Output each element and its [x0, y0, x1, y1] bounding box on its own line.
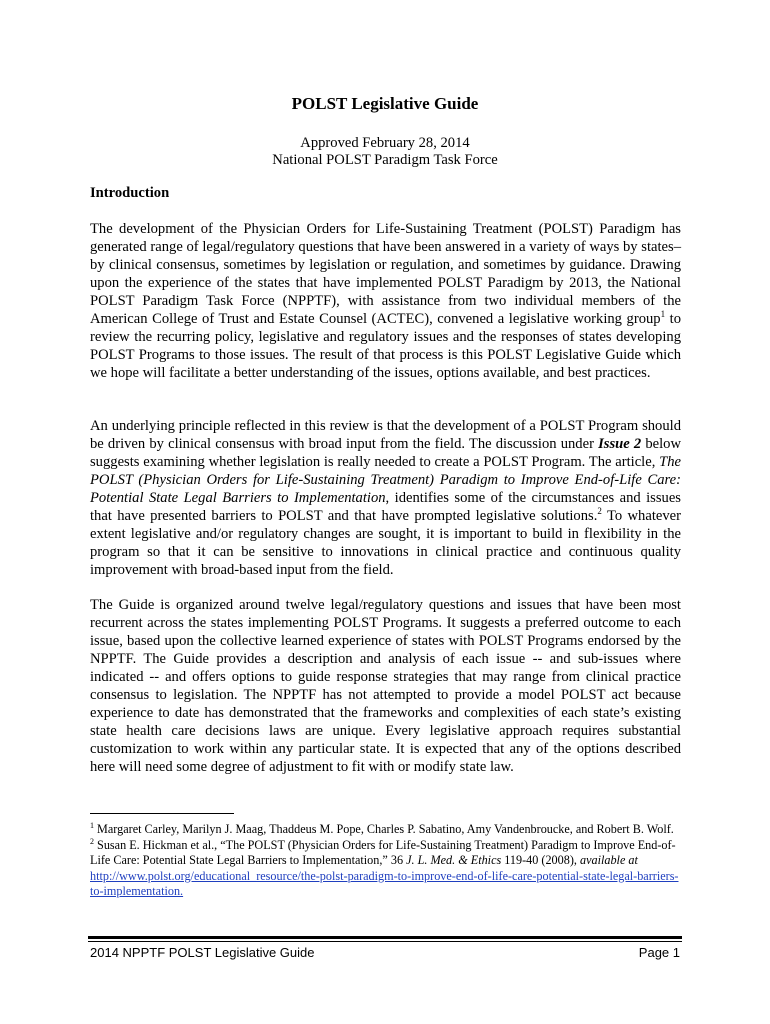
approval-date: Approved February 28, 2014 [300, 135, 470, 151]
p1-text-b: to review the recurring policy, legislative and regulatory issues and the responses of states developing POLST Programs to those issues. The result of that process is this POLST Legislative Guide which we hope will facilitate a better understanding of the issues, options available, and best practices. [90, 311, 681, 381]
article-link[interactable]: http://www.polst.org/educational_resource/the-polst-paradigm-to-improve-end-of-life-care-potential-state-legal-barriers-to-implementation. [90, 868, 679, 898]
footnote-2-text-a: Susan E. Hickman et al., “The POLST (Physician Orders for Life-Sustaining Treatment) Paradigm to Improve End-of-Life Care: Potential State Legal Barriers to Implementation,” 36 [90, 837, 676, 867]
issue-reference: Issue 2 [598, 436, 642, 452]
intro-paragraph-2 [90, 417, 681, 579]
footnote-separator [90, 813, 234, 814]
footnote-1-marker: 1 [90, 821, 94, 830]
intro-paragraph-1 [90, 220, 681, 382]
footnote-2-text-b: 119-40 (2008), [501, 853, 580, 867]
footnote-1 [90, 822, 686, 838]
organization-name: National POLST Paradigm Task Force [272, 152, 498, 168]
intro-paragraph-3: The Guide is organized around twelve legal/regulatory questions and issues that have been most recurrent across the states implementing POLST Programs. It suggests a preferred outcome to each issue, based upon the collective learned experience of states with POLST Programs endorsed by the NPPTF. The Guide provides a description and analysis of each issue -- and sub-issues where indicated -- and offers options to guide response strategies that may range from clinical practice consensus to legislation. The NPPTF has not attempted to provide a model POLST act because experience to date has demonstrated that the frameworks and complexities of each state’s existing state health care decisions laws are unique. Every legislative approach requires substantial customization to work within any particular state. It is expected that any of the options described here will need some degree of adjustment to fit with or modify state law. [90, 597, 681, 775]
p1-text-a: The development of the Physician Orders for Life-Sustaining Treatment (POLST) Paradigm has generated range of legal/regulatory questions that have been answered in a variety of ways by states– by clinical consensus, sometimes by legislation or regulation, and sometimes by guidance. Drawing upon the experience of the states that have implemented POLST Paradigm by 2013, the National POLST Paradigm Task Force (NPPTF), with assistance from two individual members of the American College of Trust and Estate Counsel (ACTEC), convened a legislative working group [90, 221, 681, 327]
article-title: The POLST (Physician Orders for Life-Sustaining Treatment) Paradigm to Improve End-of-Life Care: Potential State Legal Barriers to Implementation [90, 454, 681, 506]
footnote-2 [90, 838, 686, 900]
section-heading: Introduction [90, 185, 170, 201]
footnote-1-text: Margaret Carley, Marilyn J. Maag, Thaddeus M. Pope, Charles P. Sabatino, Amy Vandenbroucke, and Robert B. Wolf. [94, 822, 674, 836]
available-at-label: available at [580, 853, 638, 867]
footer-rule-thin [88, 941, 682, 942]
p2-text-c: , identifies some of the circumstances and issues that have presented barriers to POLST and that have prompted legislative solutions. [90, 490, 681, 524]
footer-document-name: 2014 NPPTF POLST Legislative Guide [90, 945, 315, 960]
footnote-ref-1[interactable]: 1 [660, 309, 666, 319]
footnotes [90, 822, 686, 900]
footer-rule-thick [88, 936, 682, 939]
footer-page-number: Page 1 [638, 945, 680, 960]
document-title: POLST Legislative Guide [291, 94, 479, 113]
footnote-2-marker: 2 [90, 836, 94, 846]
journal-name: J. L. Med. & Ethics [406, 853, 502, 867]
p2-text-d: To whatever extent legislative and/or regulatory changes are sought, it is important to build in flexibility in the program so that it can be sensitive to innovations in clinical practice and continuous quality improvement with broad-based input from the field. [90, 508, 681, 578]
p2-text-b: below suggests examining whether legislation is really needed to create a POLST Program. The article, [90, 436, 681, 470]
p2-text-a: An underlying principle reflected in this review is that the development of a POLST Program should be driven by clinical consensus with broad input from the field. The discussion under [90, 418, 681, 452]
footnote-ref-2[interactable]: 2 [597, 506, 602, 516]
